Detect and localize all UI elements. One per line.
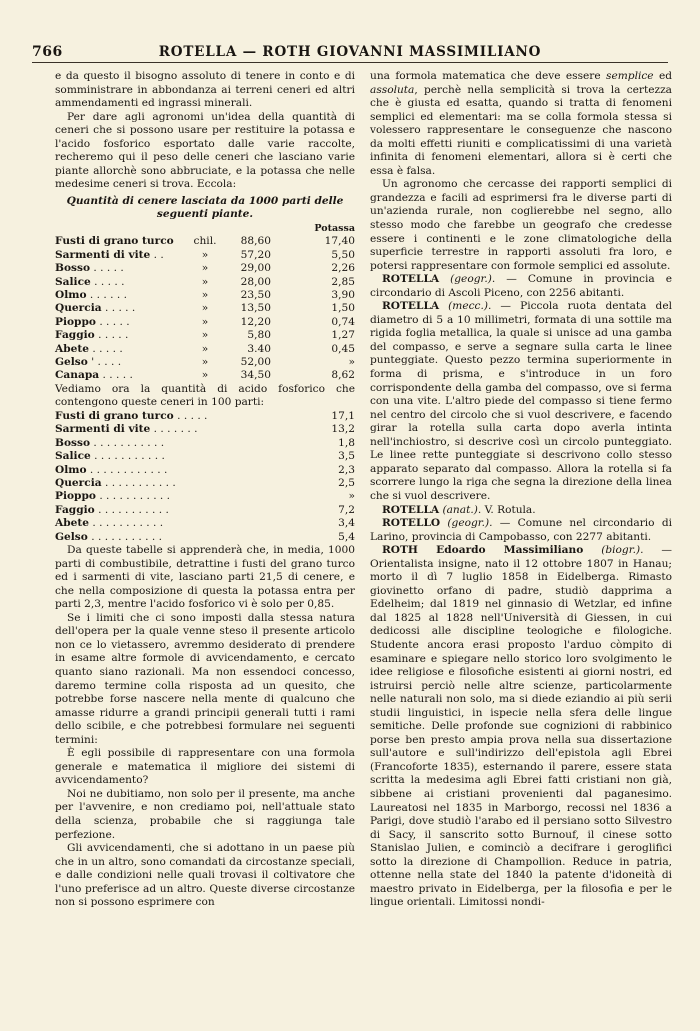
potash-value: 0,45 bbox=[331, 342, 355, 355]
text-run: ed bbox=[653, 70, 672, 82]
leader-dots: . . . . . . . . . . . bbox=[93, 436, 165, 449]
table-row bbox=[55, 316, 355, 329]
row-label-cell bbox=[55, 464, 301, 477]
entry-text: — Comune in provincia e circondario di Ascoli Piceno, con 2256 abitanti. bbox=[370, 273, 672, 299]
ash-value: 28,00 bbox=[240, 275, 271, 288]
plant-name: Gelso bbox=[55, 356, 88, 369]
leader-dots: . . . . . bbox=[94, 275, 125, 288]
unit-cell: » bbox=[201, 369, 209, 382]
table-row bbox=[55, 329, 355, 342]
paragraph: Vediamo ora la quantità di acido fosforico che contengono queste ceneri in 100 parti: bbox=[55, 382, 355, 409]
leader-dots: . . . . . bbox=[177, 409, 208, 422]
potash-value: 2,26 bbox=[331, 262, 355, 275]
entry-headword: ROTELLA bbox=[382, 300, 440, 313]
leader-dots: . . . . . . bbox=[89, 289, 127, 302]
potash-value: 1,50 bbox=[331, 302, 355, 315]
ash-value: 29,00 bbox=[240, 262, 271, 275]
entry-tag: (geogr.). bbox=[450, 273, 496, 286]
unit-cell: » bbox=[201, 248, 209, 261]
row-label-cell bbox=[55, 531, 301, 544]
phosphoric-acid-value: 17,1 bbox=[331, 409, 355, 422]
table-row bbox=[55, 450, 355, 463]
dictionary-entry bbox=[370, 300, 672, 503]
row-label-cell bbox=[55, 235, 193, 248]
unit-cell: » bbox=[201, 315, 209, 328]
leader-dots: . . . . . bbox=[104, 302, 136, 315]
entry-tag: (anat.). bbox=[442, 503, 482, 516]
leader-dots: . . . . . . . . . . . bbox=[99, 490, 171, 503]
plant-name: Faggio bbox=[55, 329, 95, 342]
ash-value: 12,20 bbox=[240, 315, 271, 328]
phosphoric-acid-value: 2,3 bbox=[338, 463, 355, 476]
entry-text: — Orientalista insigne, nato il 12 ottobre 1807 in Hanau; morto il dì 7 luglio 1858 in Eidelberga. Rimasto giovinetto orfano di padre, studiò dapprima a Edelheim; dal 1819 nel ginnasio di Wetzlar, ed infine dal 1825 al 1828 nell'Università di Giessen, in cui dedicossi alle discipline teologiche e filologiche. Studente ancora erasi proposto l'arduo còmpito di esaminare e spiegare nello storico loro svolgimento le idee religiose e filosofiche esistenti ai giorni nostri, ed istruirsi perciò nelle altre scienze, particolarmente nelle naturali non solo, ma si diede eziandio ai più serii studii linguistici, in ispecie nella sfera delle lingue semitiche. Delle profonde sue cognizioni di rabbinico porse ben presto ampia prova nella sua dissertazione sull'autore e sull'indirizzo dell'epistola agli Ebrei (Francoforte 1835), esternando il parere, essere stata scritta la medesima agli Ebrei fatti cristiani non già, sibbene ai cristiani provenienti dal paganesimo. Laureatosi nel 1835 in Marborgo, recossi nel 1836 a Parigi, dove studiò l'arabo ed il persiano sotto Silvestro di Sacy, il sanscrito sotto Burnouf, il cinese sotto Stanislao Julien, e cominciò a decifrare i geroglifici sotto la direzione di Champollion. Reduce in patria, ottenne nella state del 1840 la patente d'idoneità di maestro privato in Eidelberga, per la filosofia e per le lingue orientali. Limitossi nondi- bbox=[370, 544, 672, 909]
phosphoric-acid-value: » bbox=[348, 490, 355, 503]
row-label-cell bbox=[55, 450, 301, 463]
entry-text: V. Rotula. bbox=[481, 503, 536, 516]
table-row bbox=[55, 343, 355, 356]
unit-cell: chil. bbox=[193, 235, 217, 248]
left-column bbox=[55, 70, 355, 910]
leader-dots: . . . . . bbox=[93, 262, 124, 275]
entry-text: — Comune nel circondario di Larino, provincia di Campobasso, con 2277 abitanti. bbox=[370, 517, 672, 543]
phosphoric-acid-value: 7,2 bbox=[338, 503, 355, 516]
paragraph: Un agronomo che cercasse dei rapporti semplici di grandezza e facili ad esprimersi fra le diverse parti di un'azienda rurale, non coglierebbe nel segno, allo stesso modo che farebbe un geografo che credesse essere i continenti e le zone climatologiche della superficie terrestre in rapporti assoluti fra loro, e potersi rappresentare con formole semplici ed assolute. bbox=[370, 178, 672, 272]
entry-text: — Piccola ruota dentata del diametro di 5 a 10 millimetri, formata di una sottile ma rigida foglia metallica, la quale si unisce ad una gamba del compasso, e serve a segnare sulla carta le linee punteggiate. Questo pezzo termina superiormente in forma di prisma, e s'introduce in un foro corrispondente della gamba del compasso, ove si ferma con una vite. L'altro piede del compasso si tiene fermo nel centro del circolo che si vuol descrivere, e facendo girar la rotella sulla carta dopo averla intinta nell'inchiostro, si descrive così un circolo punteggiato. Le linee rette punteggiate si descrivono collo stesso apparato separato dal compasso. Allora la rotella si fa scorrere lungo la riga che segna la direzione della linea che si vuol descrivere. bbox=[370, 300, 672, 502]
plant-name: Quercia bbox=[55, 302, 102, 315]
entry-headword: ROTELLA bbox=[382, 273, 440, 286]
plant-name: Olmo bbox=[55, 463, 87, 476]
paragraph bbox=[370, 70, 672, 178]
entry-headword: ROTELLA bbox=[382, 503, 440, 516]
plant-name: Salice bbox=[55, 275, 91, 288]
running-title: ROTELLA — ROTH GIOVANNI MASSIMILIANO bbox=[158, 44, 542, 60]
row-label-cell bbox=[55, 423, 301, 436]
table-caption: Quantità di cenere lasciata da 1000 parti delle seguenti piante. bbox=[66, 194, 344, 221]
leader-dots: . . . . . bbox=[92, 342, 123, 355]
plant-name: Sarmenti di vite bbox=[55, 248, 151, 261]
unit-cell: » bbox=[201, 356, 209, 369]
leader-dots: . . . . . bbox=[99, 315, 130, 328]
table-row bbox=[55, 477, 355, 490]
potash-value: » bbox=[348, 356, 355, 369]
plant-name: Fusti di grano turco bbox=[55, 235, 174, 248]
row-label-cell bbox=[55, 504, 301, 517]
plant-name: Sarmenti di vite bbox=[55, 423, 151, 436]
dictionary-entry bbox=[370, 504, 672, 518]
potash-value: 17,40 bbox=[324, 235, 355, 248]
leader-dots: . . . . . . . . . . . bbox=[94, 450, 165, 463]
ash-potash-table bbox=[55, 222, 355, 383]
unit-cell: » bbox=[201, 329, 209, 342]
table-row bbox=[55, 423, 355, 436]
table-row bbox=[55, 249, 355, 262]
row-label-cell bbox=[55, 477, 301, 490]
plant-name: Abete bbox=[55, 342, 90, 355]
potash-value: 8,62 bbox=[331, 369, 355, 382]
column-header-potassa: Potassa bbox=[314, 223, 355, 235]
text-run: , perchè nella semplicità si trova la certezza che è giusta ed esatta, quando si tratta di fenomeni semplici ed elementari: ma se colla formola stessa si volessero rappresentare le conseguenze che nascono da molti effetti riuniti e complicatissimi di una varietà infinita di fenomeni elementari, allora si è certi che essa è falsa. bbox=[370, 83, 672, 177]
row-label-cell bbox=[55, 356, 193, 369]
plant-name: Salice bbox=[55, 450, 91, 463]
table-row bbox=[55, 235, 355, 248]
table-row bbox=[55, 410, 355, 423]
paragraph: Gli avvicendamenti, che si adottano in un paese più che in un altro, sono comandati da circostanze speciali, e dalle condizioni nelle quali trovasi il coltivatore che l'uno preferisce ad un altro. Queste diverse circostanze non si possono esprimere con bbox=[55, 842, 355, 909]
row-label-cell bbox=[55, 329, 193, 342]
plant-name: Bosso bbox=[55, 262, 91, 275]
table-row bbox=[55, 276, 355, 289]
table-row bbox=[55, 437, 355, 450]
right-column bbox=[370, 70, 672, 910]
plant-name: Gelso bbox=[55, 530, 88, 543]
paragraph: Per dare agli agronomi un'idea della quantità di ceneri che si possono usare per restituire la potassa e l'acido fosforico esportato dalle varie raccolte, recheremo qui il peso delle ceneri che lasciano varie piante allorchè sono abbruciate, e la potassa che nelle medesime ceneri si trova. Eccola: bbox=[55, 110, 355, 191]
plant-name: Olmo bbox=[55, 289, 87, 302]
dictionary-entry bbox=[370, 544, 672, 910]
table-row bbox=[55, 504, 355, 517]
paragraph: e da questo il bisogno assoluto di tenere in conto e di somministrare in abbondanza ai terreni ceneri ed altri ammendamenti ed ingrassi minerali. bbox=[55, 70, 355, 110]
plant-name: Bosso bbox=[55, 436, 91, 449]
phosphoric-acid-value: 3,4 bbox=[338, 517, 355, 530]
phosphoric-acid-value: 3,5 bbox=[338, 450, 355, 463]
entry-tag: (geogr.). bbox=[447, 517, 493, 530]
row-label-cell bbox=[55, 410, 301, 423]
row-label-cell bbox=[55, 289, 193, 302]
plant-name: Canapa bbox=[55, 369, 100, 382]
unit-cell: » bbox=[201, 262, 209, 275]
paragraph: Noi ne dubitiamo, non solo per il presente, ma anche per l'avvenire, e non crediamo poi, nell'attuale stato della scienza, probabile che si raggiunga tale perfezione. bbox=[55, 787, 355, 841]
ash-value: 5,80 bbox=[247, 329, 271, 342]
ash-value: 57,20 bbox=[240, 248, 271, 261]
plant-name: Faggio bbox=[55, 503, 95, 516]
potash-value: 1,27 bbox=[331, 329, 355, 342]
plant-name: Fusti di grano turco bbox=[55, 409, 174, 422]
entry-tag: (mecc.). bbox=[448, 300, 492, 313]
leader-dots: . . . . . bbox=[98, 329, 129, 342]
table-row bbox=[55, 302, 355, 315]
page-number: 766 bbox=[32, 44, 63, 60]
entry-headword: ROTELLO bbox=[382, 517, 441, 530]
potash-value: 2,85 bbox=[331, 275, 355, 288]
leader-dots: . . . . . . . bbox=[153, 423, 198, 436]
row-label-cell bbox=[55, 316, 193, 329]
row-label-cell bbox=[55, 343, 193, 356]
row-label-cell bbox=[55, 517, 301, 530]
emphasis: semplice bbox=[606, 70, 654, 82]
row-label-cell bbox=[55, 302, 193, 315]
phosphoric-acid-value: 1,8 bbox=[338, 436, 355, 449]
unit-cell: » bbox=[201, 289, 209, 302]
leader-dots: . . . . . bbox=[102, 369, 133, 382]
leader-dots: . . bbox=[153, 248, 164, 261]
unit-cell: » bbox=[201, 302, 209, 315]
dictionary-entry bbox=[370, 273, 672, 300]
table-row bbox=[55, 369, 355, 382]
table-row bbox=[55, 289, 355, 302]
leader-dots: . . . . . . . . . . . bbox=[98, 503, 169, 516]
table-row bbox=[55, 531, 355, 544]
potash-value: 3,90 bbox=[331, 289, 355, 302]
table-row bbox=[55, 490, 355, 503]
leader-dots: . . . . . . . . . . . bbox=[104, 477, 176, 490]
row-label-cell bbox=[55, 437, 301, 450]
row-label-cell bbox=[55, 276, 193, 289]
unit-cell: » bbox=[201, 275, 209, 288]
potash-value: 0,74 bbox=[331, 315, 355, 328]
ash-value: 3.40 bbox=[247, 342, 271, 355]
leader-dots: . . . . . . . . . . . . bbox=[89, 463, 168, 476]
dictionary-entry bbox=[370, 517, 672, 544]
emphasis: assoluta bbox=[370, 83, 415, 96]
ash-value: 34,50 bbox=[240, 369, 271, 382]
row-label-cell bbox=[55, 262, 193, 275]
plant-name: Pioppo bbox=[55, 315, 96, 328]
table-row bbox=[55, 356, 355, 369]
plant-name: Quercia bbox=[55, 477, 102, 490]
leader-dots: . . . . . . . . . . . bbox=[91, 530, 162, 543]
phosphoric-acid-table bbox=[55, 410, 355, 544]
unit-cell: » bbox=[201, 342, 209, 355]
running-header bbox=[32, 40, 668, 63]
paragraph: Se i limiti che ci sono imposti dalla stessa natura dell'opera per la quale venne steso il presente articolo non ce lo vietassero, avremmo desiderato di prendere in esame altre formole di avvicendamento, e cercato quanto siano razionali. Ma non essendoci concesso, daremo termine colla risposta ad un quesito, che potrebbe forse nascere nella mente di qualcuno che amasse ridurre a grandi principii generali tutti i rami dello scibile, e che potrebbesi formulare nei seguenti termini: bbox=[55, 611, 355, 746]
phosphoric-acid-value: 2,5 bbox=[338, 477, 355, 490]
table-row bbox=[55, 464, 355, 477]
entry-tag: (biogr.). bbox=[601, 544, 644, 557]
ash-value: 13,50 bbox=[240, 302, 271, 315]
ash-value: 88,60 bbox=[240, 235, 271, 248]
leader-dots: . . . . . . . . . . . bbox=[92, 517, 164, 530]
table-row bbox=[55, 262, 355, 275]
potash-value: 5,50 bbox=[331, 248, 355, 261]
text-run: una formola matematica che deve essere bbox=[370, 70, 607, 82]
row-label-cell bbox=[55, 490, 301, 503]
table-row bbox=[55, 517, 355, 530]
entry-headword: ROTH Edoardo Massimiliano bbox=[382, 544, 584, 557]
phosphoric-acid-value: 13,2 bbox=[331, 423, 355, 436]
row-label-cell bbox=[55, 369, 193, 382]
ash-value: 23,50 bbox=[240, 289, 271, 302]
phosphoric-acid-value: 5,4 bbox=[338, 530, 355, 543]
leader-dots: ' . . . . bbox=[91, 356, 122, 369]
row-label-cell bbox=[55, 249, 193, 262]
plant-name: Abete bbox=[55, 517, 90, 530]
paragraph: È egli possibile di rappresentare con una formola generale e matematica il migliore dei sistemi di avvicendamento? bbox=[55, 747, 355, 787]
ash-value: 52,00 bbox=[240, 356, 271, 369]
paragraph: Da queste tabelle si apprenderà che, in media, 1000 parti di combustibile, detrattine i fusti del grano turco ed i sarmenti di vite, lasciano parti 21,5 di cenere, e che nella composizione di questa la potassa entra per parti 2,3, mentre l'acido fosforico vi è solo per 0,85. bbox=[55, 544, 355, 611]
plant-name: Pioppo bbox=[55, 490, 96, 503]
